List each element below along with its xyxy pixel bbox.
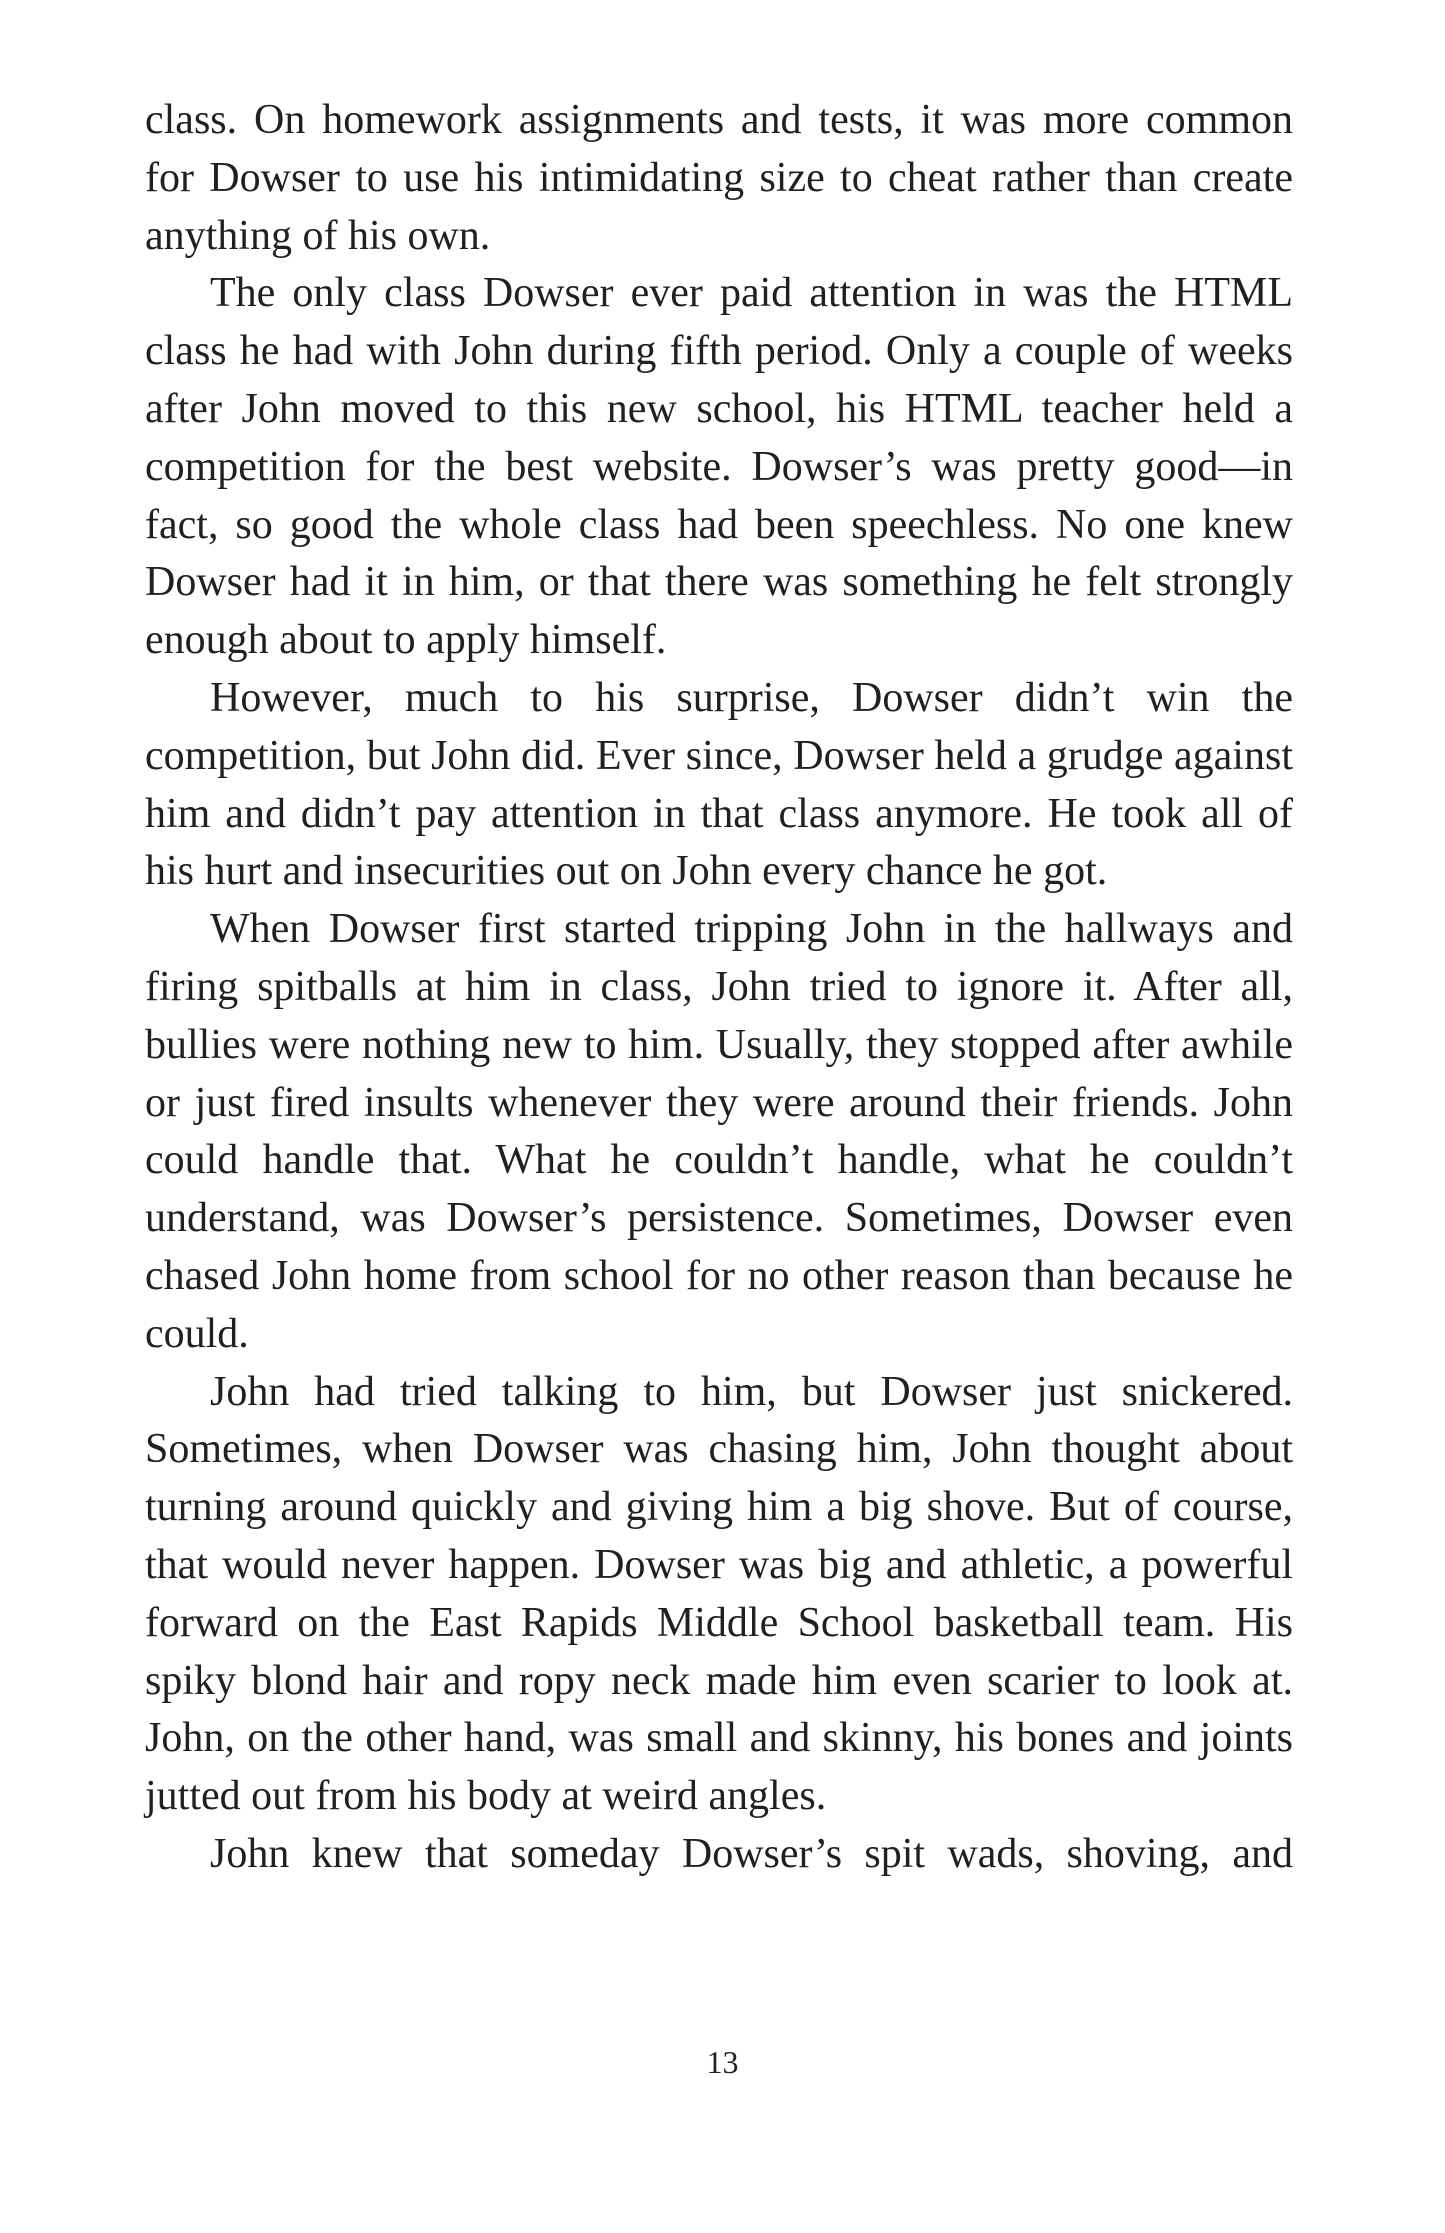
paragraph-4: When Dowser first started tripping John in the hallways and firing spitballs at him in class, John tried to ignore it. After all, bullies were nothing new to him. Usually, they stopped after awhile or just fired insults whenever they were around their friends. John could handle that. What he couldn’t handle, what he couldn’t understand, was Dowser’s persistence. Sometimes, Dowser even chased John home from school for no other reason than because he could. (145, 906, 1293, 1357)
paragraph-3: However, much to his surprise, Dowser didn’t win the competition, but John did. Ever since, Dowser held a grudge against him and didn’t pay attention in that class anymore. He took all of his hurt and insecurities out on John every chance he got. (145, 674, 1293, 895)
page-number: 13 (706, 2044, 739, 2080)
body-text (145, 92, 1293, 1884)
paragraph-6: John knew that someday Dowser’s spit wads, shoving, and (210, 1830, 1293, 1877)
paragraph-5: John had tried talking to him, but Dowser just snickered. Sometimes, when Dowser was chasing him, John thought about turning around quickly and giving him a big shove. But of course, that would never happen. Dowser was big and athletic, a powerful forward on the East Rapids Middle School basketball team. His spiky blond hair and ropy neck made him even scarier to look at. John, on the other hand, was small and skinny, his bones and joints jutted out from his body at weird angles. (145, 1368, 1293, 1820)
paragraph-2: The only class Dowser ever paid attention in was the HTML class he had with John during fifth period. Only a couple of weeks after John moved to this new school, his HTML teacher held a competition for the best website. Dowser’s was pretty good—in fact, so good the whole class had been speechless. No one knew Dowser had it in him, or that there was something he felt strongly enough about to apply himself. (145, 270, 1293, 664)
paragraph-1: class. On homework assignments and tests, it was more common for Dowser to use his intimidating size to cheat rather than create anything of his own. (145, 97, 1293, 259)
